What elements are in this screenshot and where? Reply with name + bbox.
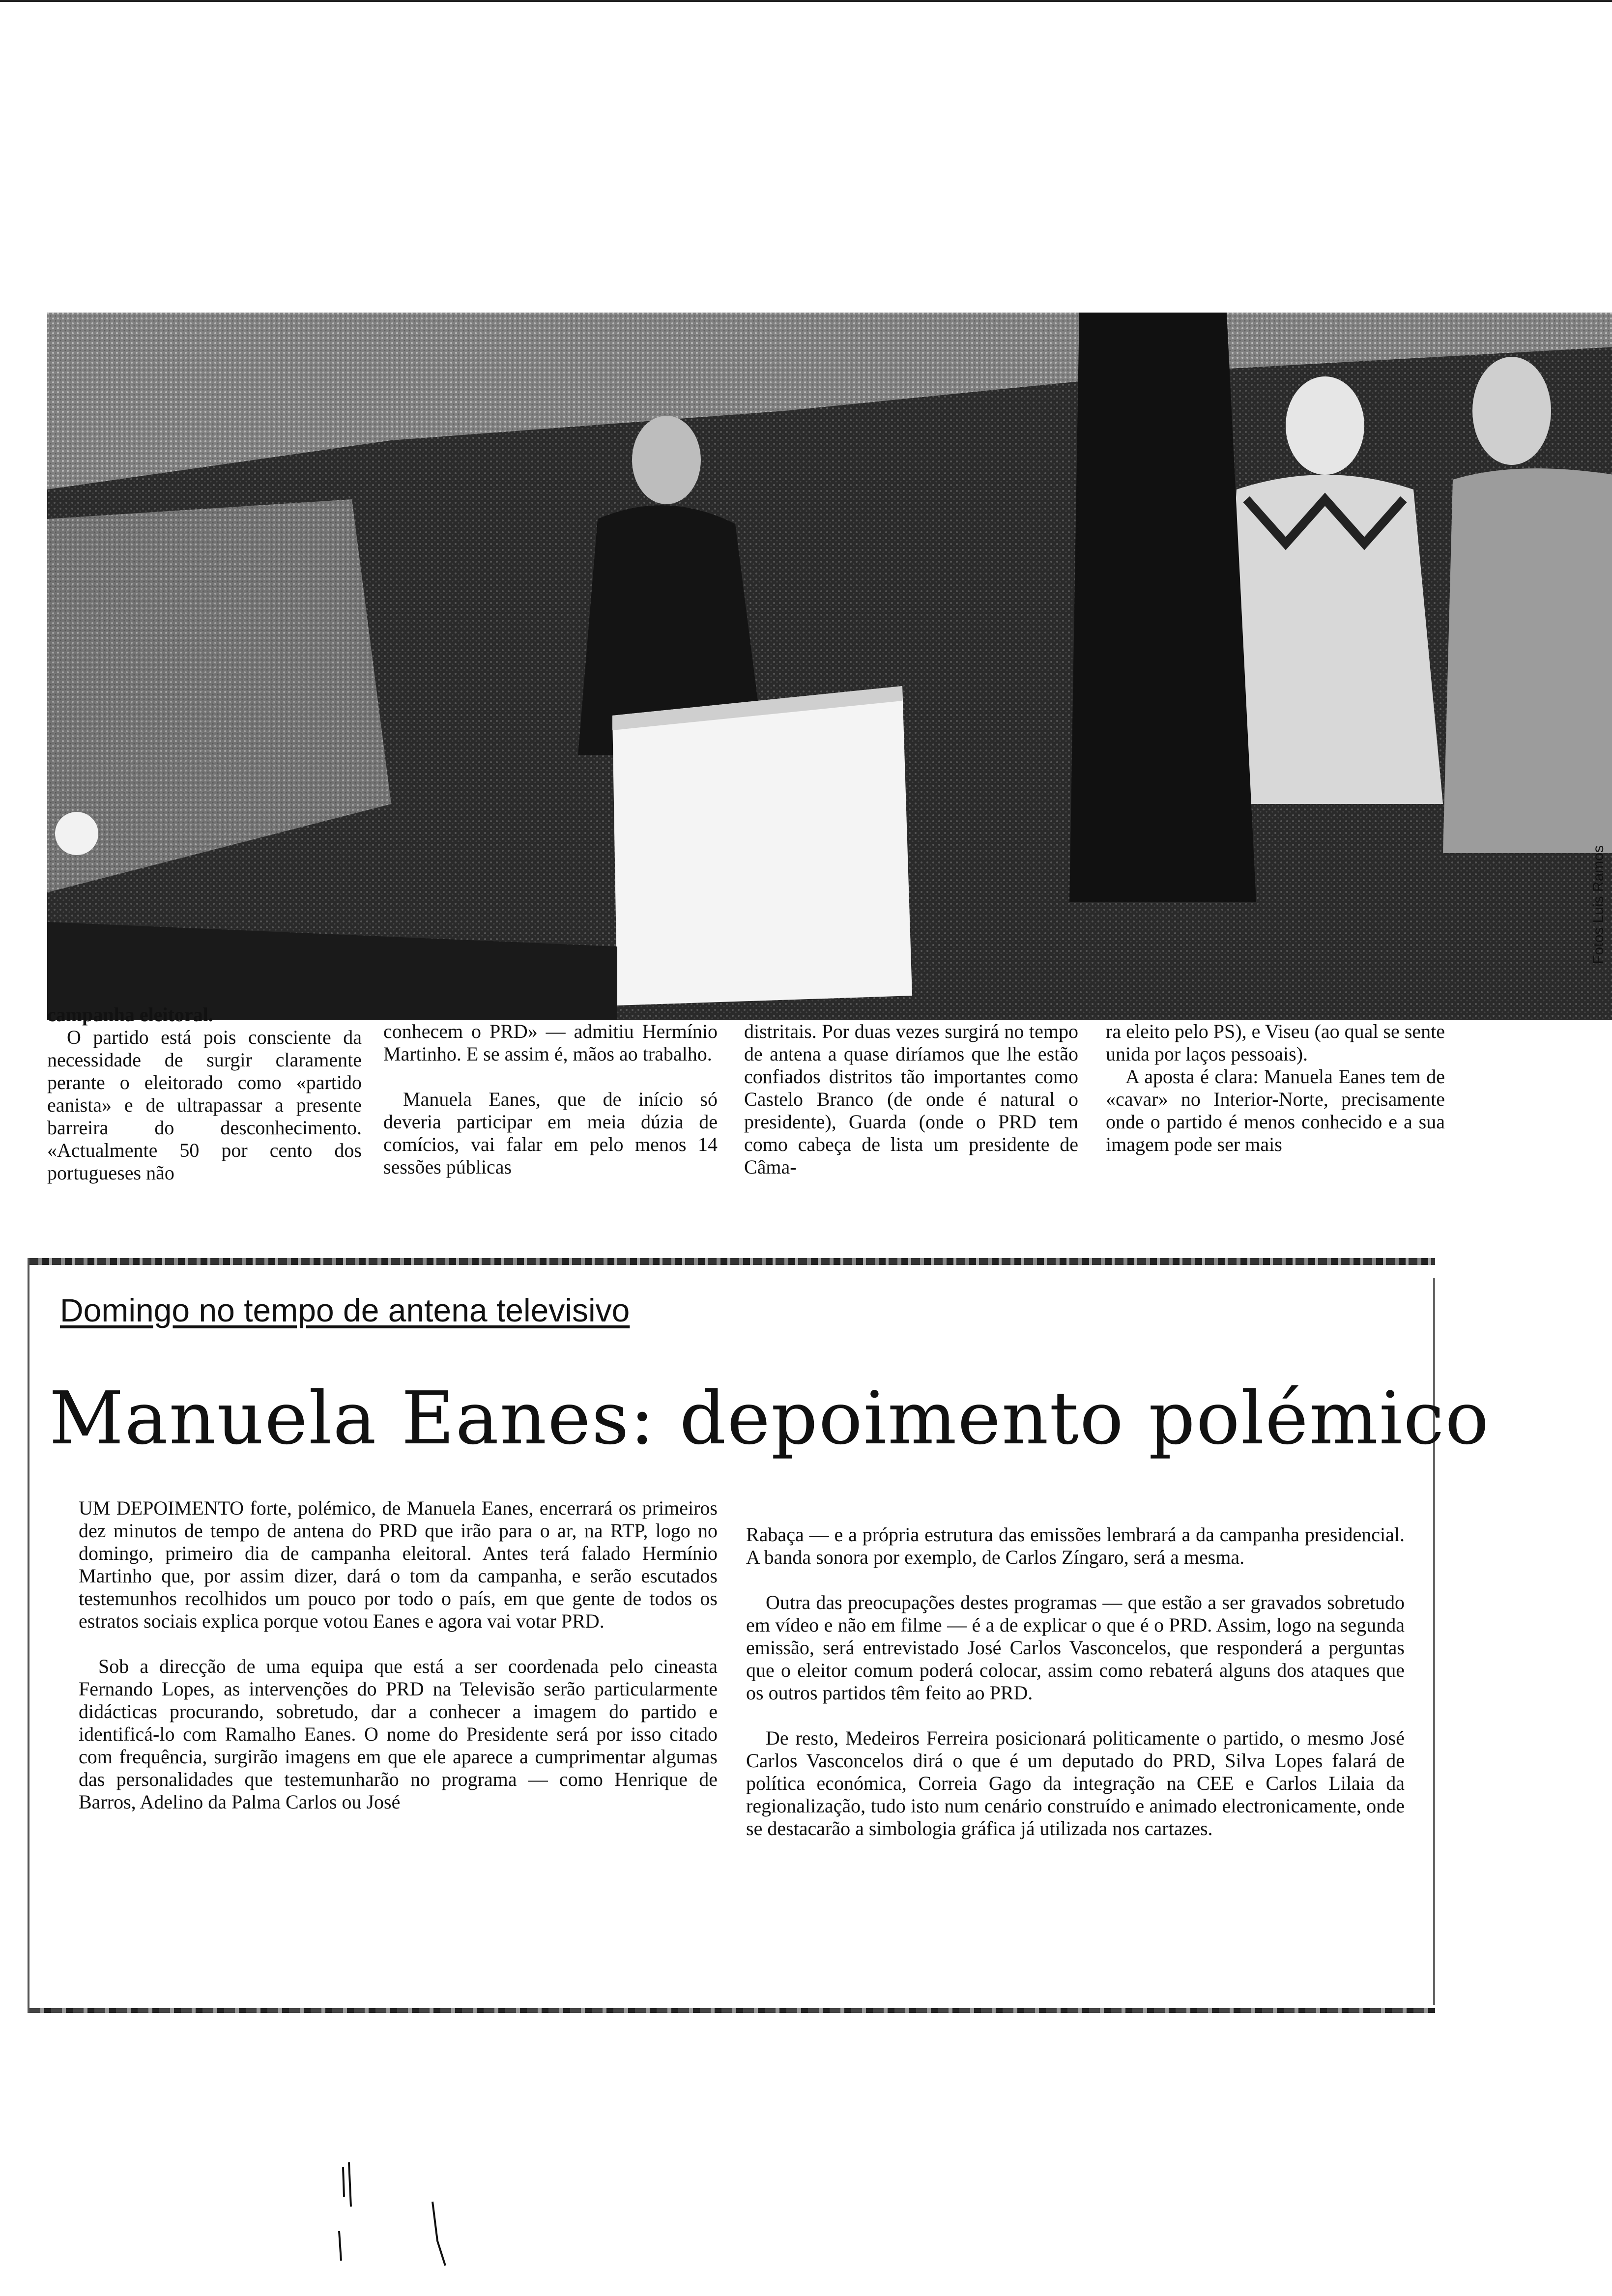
box-left-border xyxy=(28,1258,29,2013)
column-text: ra eleito pelo PS), e Viseu (ao qual se sente unida por laços pessoais). xyxy=(1106,1020,1445,1065)
top-column-4 xyxy=(1106,1020,1445,1156)
top-column-2 xyxy=(383,1020,718,1178)
photo-illustration xyxy=(47,313,1612,1020)
article-paragraph: De resto, Medeiros Ferreira posicionará politicamente o partido, o mesmo José Carlos Vasconcelos dirá o que é um deputado do PRD, Silva Lopes falará de política económica, Correia Gago da integração na CEE e Carlos Lilaia da regionalização, tudo isto num cenário construído e animado electronicamente, onde se destacarão a simbologia gráfica já utilizada nos cartazes. xyxy=(746,1727,1405,1839)
column-text: distritais. Por duas vezes surgirá no tempo de antena a quase diríamos que lhe estão confiados distritos tão importantes como Castelo Branco (de onde é natural o presidente), Guarda (onde o PRD tem como cabeça de lista um presidente de Câma- xyxy=(744,1020,1078,1178)
box-top-border xyxy=(29,1258,1435,1265)
top-column-1 xyxy=(47,1004,362,1184)
news-photo xyxy=(47,313,1612,1020)
article-kicker: Domingo no tempo de antena televisivo xyxy=(60,1292,630,1328)
article-paragraph: Sob a direcção de uma equipa que está a ser coordenada pelo cineasta Fernando Lopes, as intervenções do PRD na Televisão serão particularmente didácticas procurando, sobretudo, dar a conhecer a imagem do partido e identificá-lo com Ramalho Eanes. O nome do Presidente será por isso citado com frequência, surgirão imagens em que ele aparece a cumprimentar algumas das personalidades que testemunharão no programa — como Henrique de Barros, Adelino da Palma Carlos ou José xyxy=(79,1655,718,1813)
column-text-2: A aposta é clara: Manuela Eanes tem de «cavar» no Interior-Norte, precisamente onde o partido é menos conhecido e a sua imagem pode ser mais xyxy=(1106,1065,1445,1155)
box-bottom-border xyxy=(29,2008,1435,2013)
column-text-2: Manuela Eanes, que de início só deveria participar em meia dúzia de comícios, vai falar em pelo menos 14 sessões públicas xyxy=(383,1088,718,1178)
top-column-3 xyxy=(744,1020,1078,1178)
article-paragraph: UM DEPOIMENTO forte, polémico, de Manuela Eanes, encerrará os primeiros dez minutos de tempo de antena do PRD que irão para o ar, na RTP, logo no domingo, primeiro dia de campanha eleitoral. Antes terá falado Hermínio Martinho que, por assim dizer, dará o tom da campanha, e serão escutados testemunhos recolhidos um pouco por todo o país, em que gente de todos os estratos sociais explica porque votou Eanes e agora vai votar PRD. xyxy=(79,1497,718,1632)
column-text: O partido está pois consciente da necessidade de surgir claramente perante o eleitorado como «partido eanista» e de ultrapassar a presente barreira do desconhecimento. «Actualmente 50 por cento dos portugueses não xyxy=(47,1026,362,1184)
article-left-column xyxy=(79,1497,718,1836)
stray-pen-marks xyxy=(334,2152,462,2280)
article-right-column xyxy=(746,1523,1405,1863)
article-paragraph: Rabaça — e a própria estrutura das emissões lembrará a da campanha presidencial. A banda sonora por exemplo, de Carlos Zíngaro, será a mesma. xyxy=(746,1523,1405,1568)
photo-credit: Fotos Luis Ramos xyxy=(1590,845,1607,964)
column-lead: campanha eleitoral. xyxy=(47,1004,213,1026)
column-text: conhecem o PRD» — admitiu Hermínio Martinho. E se assim é, mãos ao trabalho. xyxy=(383,1020,718,1065)
article-paragraph: Outra das preocupações destes programas — que estão a ser gravados sobretudo em vídeo e não em filme — é a de explicar o que é o PRD. Assim, logo na segunda emissão, será entrevistado José Carlos Vasconcelos, que responderá a perguntas que o eleitor comum poderá colocar, assim como rebaterá alguns dos ataques que os outros partidos têm feito ao PRD. xyxy=(746,1591,1405,1704)
article-headline: Manuela Eanes: depoimento polémico xyxy=(49,1376,1490,1461)
page-top-rule xyxy=(0,0,1612,2)
